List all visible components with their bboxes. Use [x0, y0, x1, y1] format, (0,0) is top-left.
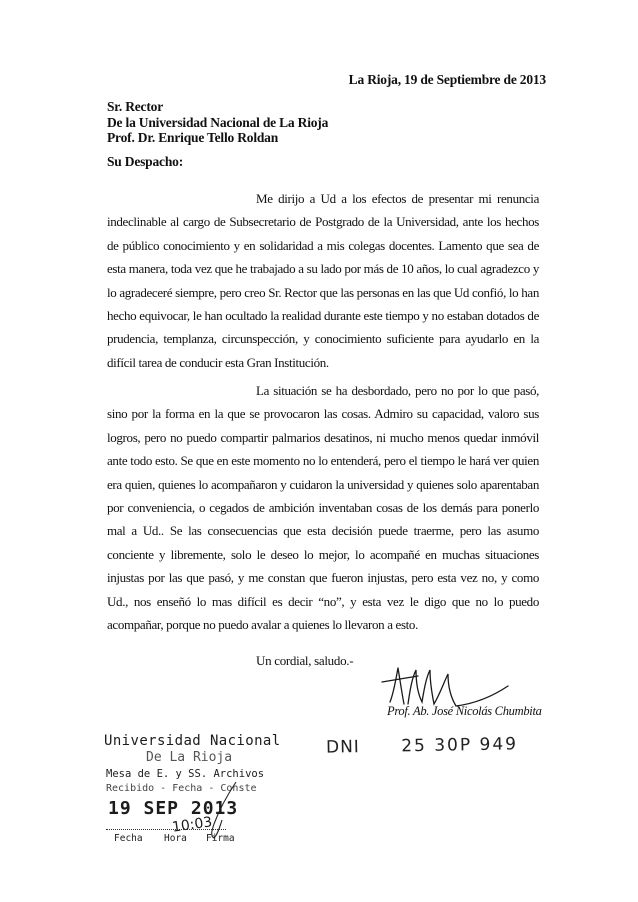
- addressee-line: Sr. Rector: [107, 99, 163, 114]
- stamp-date: 19 SEP 2013: [108, 798, 239, 819]
- dni-number: 25 30P 949: [401, 734, 519, 757]
- stamp-field-hora: Hora: [164, 833, 187, 844]
- reception-stamp: [104, 733, 284, 843]
- addressee-line: De la Universidad Nacional de La Rioja: [107, 114, 329, 130]
- addressee-line: Prof. Dr. Enrique Tello Roldan: [107, 130, 279, 145]
- addressee-block: [107, 99, 328, 146]
- signer-name: Prof. Ab. José Nicolás Chumbita: [387, 704, 542, 718]
- body-paragraph-1: Me dirijo a Ud a los efectos de presentar mi renuncia indeclinable al cargo de Subsecretario de Postgrado de la Universidad, ante los hechos de público conocimiento y en solidaridad a mis colegas docentes. Lamento que sea de esta manera, toda vez que he trabajado a su lado por más de 10 años, lo cual agradezco y lo agradeceré siempre, pero creo Sr. Rector que las personas en las que Ud confió, lo han hecho equivocar, le han ocultado la realidad durante este tiempo y no estaban dotados de prudencia, templanza, circunspección, y conocimiento suficiente para ayudarlo en la difícil tarea de conducir esta Gran Institución.: [107, 191, 539, 370]
- stamp-time: 10:03: [171, 814, 214, 836]
- stamp-initials-signature: [200, 780, 240, 840]
- letter-date: La Rioja, 19 de Septiembre de 2013: [348, 72, 546, 87]
- dni-handwritten: [326, 734, 518, 757]
- stamp-field-firma: Firma: [206, 833, 235, 844]
- stamp-institution: Universidad Nacional: [104, 733, 281, 749]
- stamp-location: De La Rioja: [146, 750, 233, 765]
- closing-line: Un cordial, saludo.-: [256, 653, 354, 668]
- salutation: Su Despacho:: [107, 154, 183, 169]
- stamp-received: Recibido - Fecha - Conste: [106, 783, 257, 794]
- stamp-office: Mesa de E. y SS. Archivos: [106, 768, 265, 780]
- body-paragraph-2: La situación se ha desbordado, pero no por lo que pasó, sino por la forma en la que se provocaron las cosas. Admiro su capacidad, valoro sus logros, pero no puedo compartir palmarios desatinos, ni mucho menos quedar inmóvil ante todo esto. Se que en este momento no lo entenderá, pero el tiempo le hará ver quien era quien, quienes lo acompañaron y cuidaron la universidad y quienes solo aparentaban por conveniencia, o cegados de ambición inventaban cosas de los demás para ponerlo mal a Ud.. Se las consecuencias que esta decisión puede traerme, pero las asumo conciente y libremente, solo le deseo lo mejor, lo acompañé en muchas situaciones injustas por las que pasó, y me constan que fueron injustas, pero esta vez no, y como Ud., nos enseñó lo mas difícil es decir “no”, y esta vez le digo que no lo puedo acompañar, porque no puedo avalar a quienes lo llevaron a esto.: [107, 383, 539, 633]
- stamp-field-fecha: Fecha: [114, 833, 143, 844]
- dni-label: DNI: [325, 737, 361, 758]
